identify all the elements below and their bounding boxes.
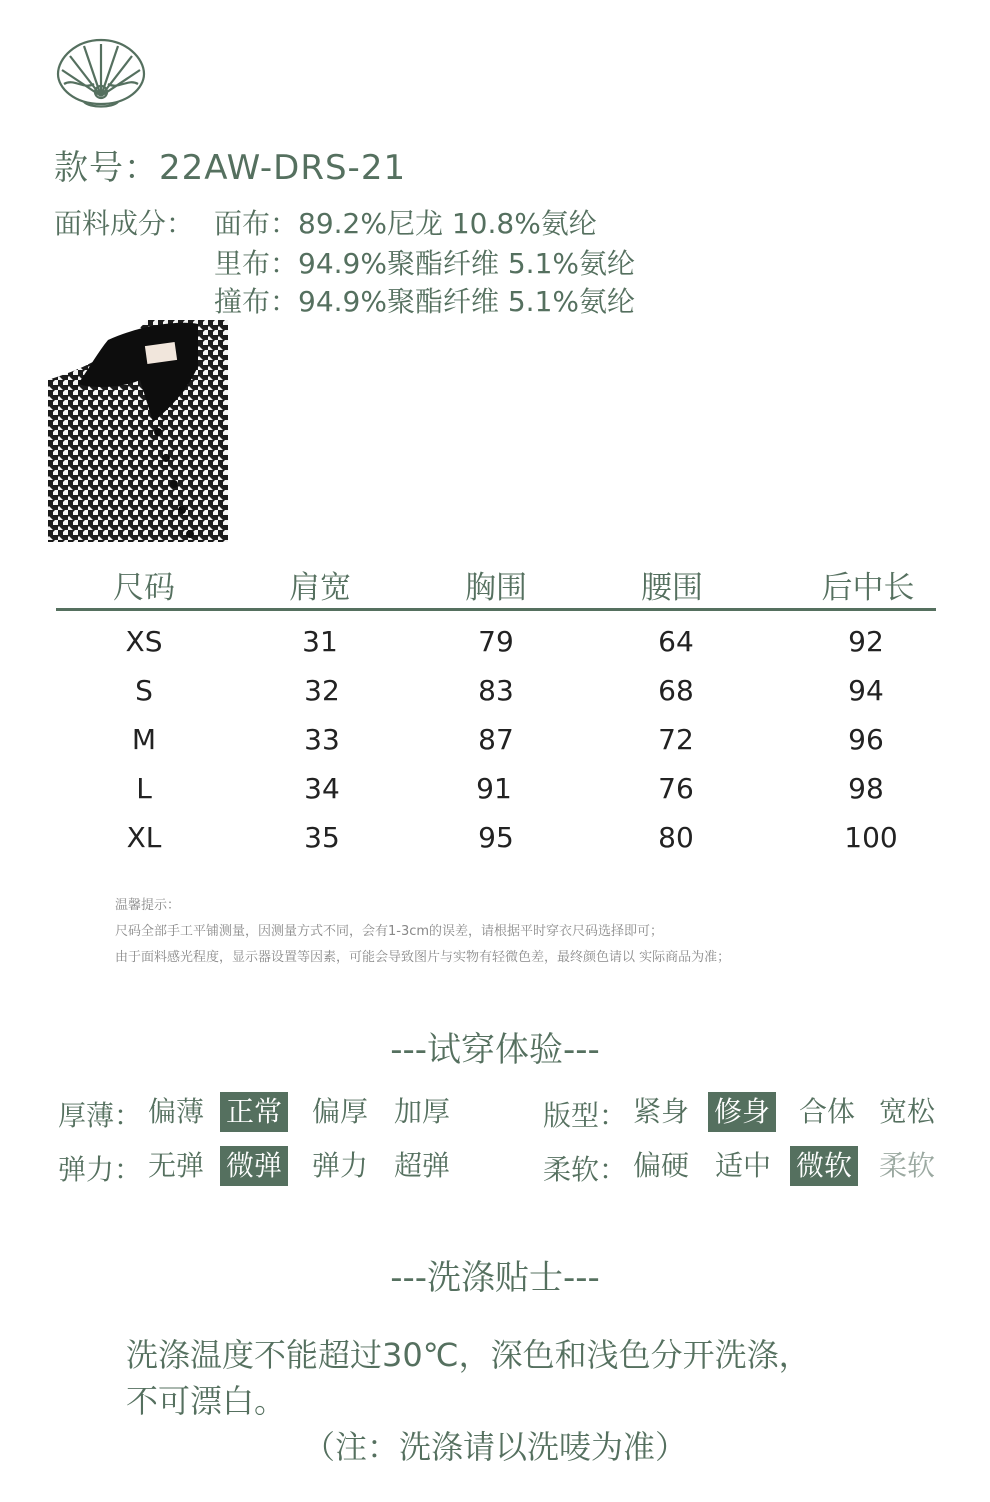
opt-no-stretch: 无弹 [148,1149,205,1182]
wash-section-title: ---洗涤贴士--- [390,1258,600,1298]
product-photo [48,320,228,542]
opt-super-stretch: 超弹 [394,1149,451,1182]
tips-title: 温馨提示： [115,898,181,913]
cell-length: 94 [848,674,884,707]
opt-normal: 正常 [220,1092,288,1132]
cell-shoulder: 33 [304,723,340,756]
header-length: 后中长 [821,570,915,606]
cell-size: XS [125,625,163,658]
header-bust: 胸围 [465,570,527,606]
cell-bust: 83 [478,674,514,707]
cell-shoulder: 35 [304,821,340,854]
attr-elasticity [58,1148,478,1188]
cell-waist: 72 [658,723,694,756]
size-table [56,560,936,856]
cell-waist: 68 [658,674,694,707]
tips-line-color: 由于面料感光程度，显示器设置等因素，可能会导致图片与实物有轻微色差，最终颜色请以 实际商品为准； [115,950,731,965]
tips-line-measure: 尺码全部手工平铺测量，因测量方式不同，会有1-3cm的误差，请根据平时穿衣尺码选择即可； [115,924,664,939]
attr-silhouette [543,1094,963,1134]
opt-stiff: 偏硬 [633,1149,690,1182]
style-number: 款号：22AW-DRS-21 [54,148,407,188]
opt-tight: 紧身 [633,1095,690,1128]
fit-section-title: ---试穿体验--- [390,1030,600,1070]
cell-size: XL [126,821,162,854]
shell-logo-icon [54,34,148,110]
opt-regular: 合体 [799,1095,856,1128]
cell-bust: 79 [478,625,514,658]
table-row [56,660,936,709]
attr-thickness [58,1094,478,1134]
size-table-header [56,560,936,611]
cell-waist: 76 [658,772,694,805]
attr-softness-label: 柔软： [543,1153,628,1186]
attr-elasticity-label: 弹力： [58,1153,143,1186]
header-shoulder: 肩宽 [289,570,351,606]
header-waist: 腰围 [641,570,703,606]
cell-length: 100 [844,821,898,854]
cell-bust: 87 [478,723,514,756]
opt-soft: 柔软 [879,1149,936,1182]
opt-medium: 适中 [715,1149,772,1182]
fabric-row-shell: 面布：89.2%尼龙 10.8%氨纶 [214,207,597,240]
fabric-label: 面料成分： [54,207,195,240]
wash-instructions [126,1332,811,1424]
cell-bust: 95 [478,821,514,854]
opt-stretch: 弹力 [312,1149,369,1182]
attr-softness [543,1148,963,1188]
table-row [56,709,936,758]
cell-size: M [131,723,157,756]
cell-size: S [135,674,153,707]
attr-thickness-label: 厚薄： [58,1099,143,1132]
fabric-row-contrast: 撞布：94.9%聚酯纤维 5.1%氨纶 [214,285,635,318]
cell-length: 98 [848,772,884,805]
cell-length: 92 [848,625,884,658]
table-row [56,611,936,660]
opt-thin: 偏薄 [148,1095,205,1128]
tips-block [115,893,730,971]
cell-waist: 80 [658,821,694,854]
table-row [56,758,936,807]
cell-shoulder: 32 [304,674,340,707]
attr-silhouette-label: 版型： [543,1099,628,1132]
wash-line-1: 洗涤温度不能超过30℃，深色和浅色分开洗涤， [126,1336,811,1374]
opt-slim: 修身 [708,1092,776,1132]
table-row [56,807,936,856]
cell-length: 96 [848,723,884,756]
header-size: 尺码 [113,570,175,606]
cell-shoulder: 34 [304,772,340,805]
opt-slightly-soft: 微软 [790,1146,858,1186]
opt-extra-thick: 加厚 [394,1095,451,1128]
fabric-row-lining: 里布：94.9%聚酯纤维 5.1%氨纶 [214,247,635,280]
wash-note: （注：洗涤请以洗唛为准） [302,1428,687,1466]
opt-thick: 偏厚 [312,1095,369,1128]
opt-slight-stretch: 微弹 [220,1146,288,1186]
cell-bust: 91 [476,772,512,805]
cell-size: L [136,772,152,805]
opt-loose: 宽松 [879,1095,936,1128]
wash-line-2: 不可漂白。 [126,1382,287,1420]
cell-shoulder: 31 [302,625,338,658]
cell-waist: 64 [658,625,694,658]
